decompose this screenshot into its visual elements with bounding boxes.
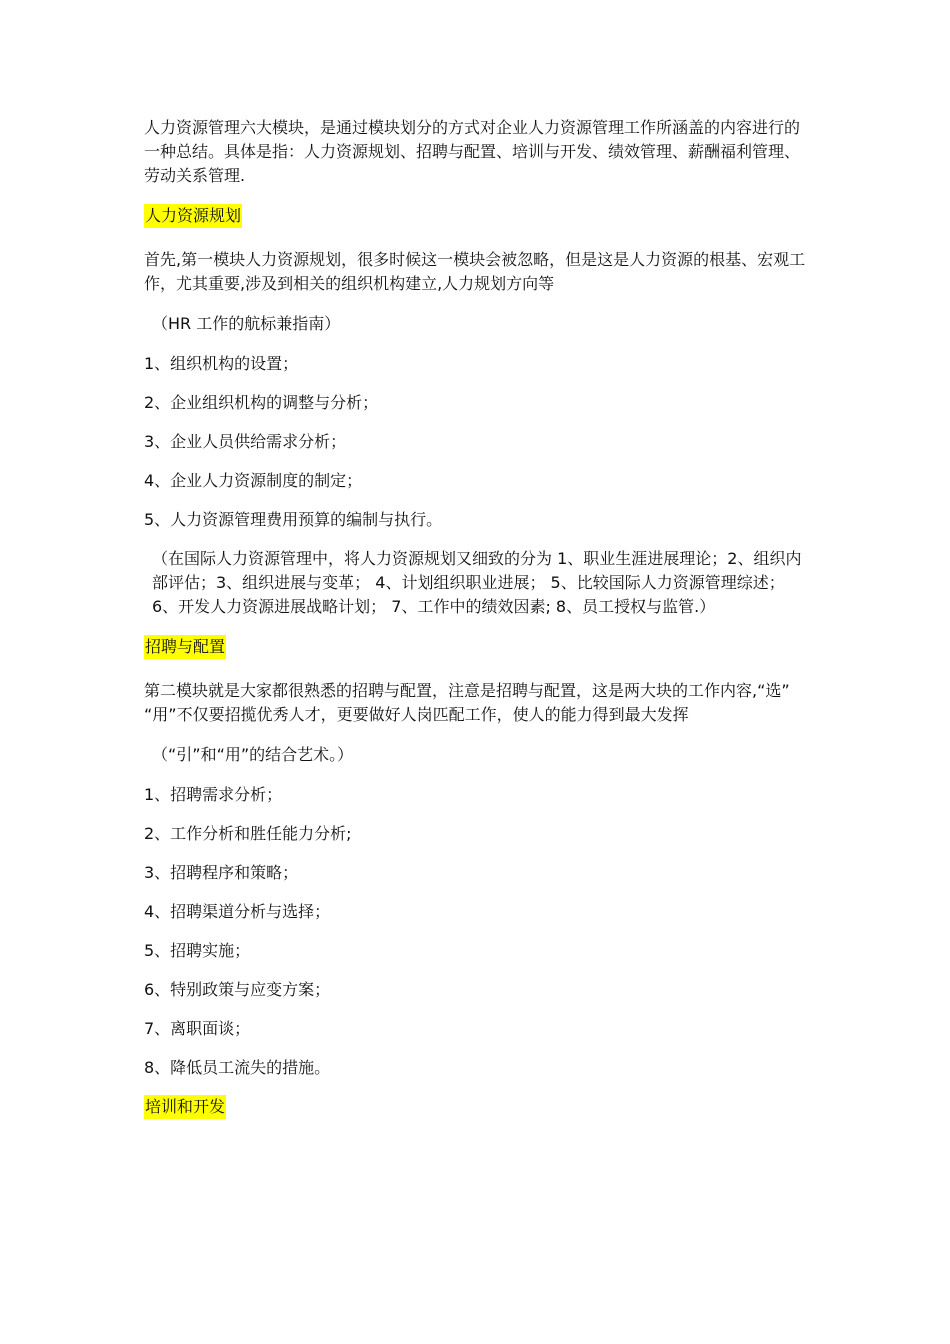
list-item: 2、企业组织机构的调整与分析； (144, 393, 379, 412)
list-item: 6、特别政策与应变方案； (144, 980, 331, 999)
list-item: 4、企业人力资源制度的制定； (144, 471, 363, 490)
list-item: 7、离职面谈； (144, 1019, 251, 1038)
list-item: 3、招聘程序和策略； (144, 863, 299, 882)
recruitment-paragraph: 第二模块就是大家都很熟悉的招聘与配置，注意是招聘与配置，这是两大块的工作内容,“选” “用”不仅要招揽优秀人才，更要做好人岗匹配工作，使人的能力得到最大发挥 (144, 681, 790, 724)
list-item: 1、组织机构的设置； (144, 354, 299, 373)
hr-planning-note: （HR 工作的航标兼指南） (152, 314, 341, 333)
hr-planning-paragraph: 首先,第一模块人力资源规划，很多时候这一模块会被忽略，但是这是人力资源的根基、宏观工作，尤其重要,涉及到相关的组织机构建立,人力规划方向等 (144, 250, 806, 293)
section-heading-wrap (144, 635, 814, 671)
section-heading-wrap (144, 1095, 814, 1131)
list-item: 5、人力资源管理费用预算的编制与执行。 (144, 510, 443, 529)
list-item: 2、工作分析和胜任能力分析; (144, 824, 352, 843)
list-item: 1、招聘需求分析； (144, 785, 283, 804)
recruitment-note: （“引”和“用”的结合艺术。） (152, 745, 354, 764)
document-page (144, 116, 814, 1139)
list-item: 5、招聘实施； (144, 941, 251, 960)
list-item: 8、降低员工流失的措施。 (144, 1058, 331, 1077)
intro-paragraph: 人力资源管理六大模块，是通过模块划分的方式对企业人力资源管理工作所涵盖的内容进行的一种总结。具体是指：人力资源规划、招聘与配置、培训与开发、绩效管理、薪酬福利管理、劳动关系管理. (144, 118, 801, 185)
section-heading-hr-planning: 人力资源规划 (144, 204, 242, 228)
list-item: 4、招聘渠道分析与选择； (144, 902, 331, 921)
section-heading-wrap (144, 204, 814, 240)
list-item: 3、企业人员供给需求分析； (144, 432, 347, 451)
hr-planning-extra: （在国际人力资源管理中，将人力资源规划又细致的分为 1、职业生涯进展理论；2、组织内部评估；3、组织进展与变革； 4、计划组织职业进展； 5、比较国际人力资源管理综述； 6、开发人力资源进展战略计划； 7、工作中的绩效因素; 8、员工授权与监管.） (152, 549, 802, 616)
section-heading-recruitment: 招聘与配置 (144, 635, 226, 659)
section-heading-training: 培训和开发 (144, 1095, 226, 1119)
